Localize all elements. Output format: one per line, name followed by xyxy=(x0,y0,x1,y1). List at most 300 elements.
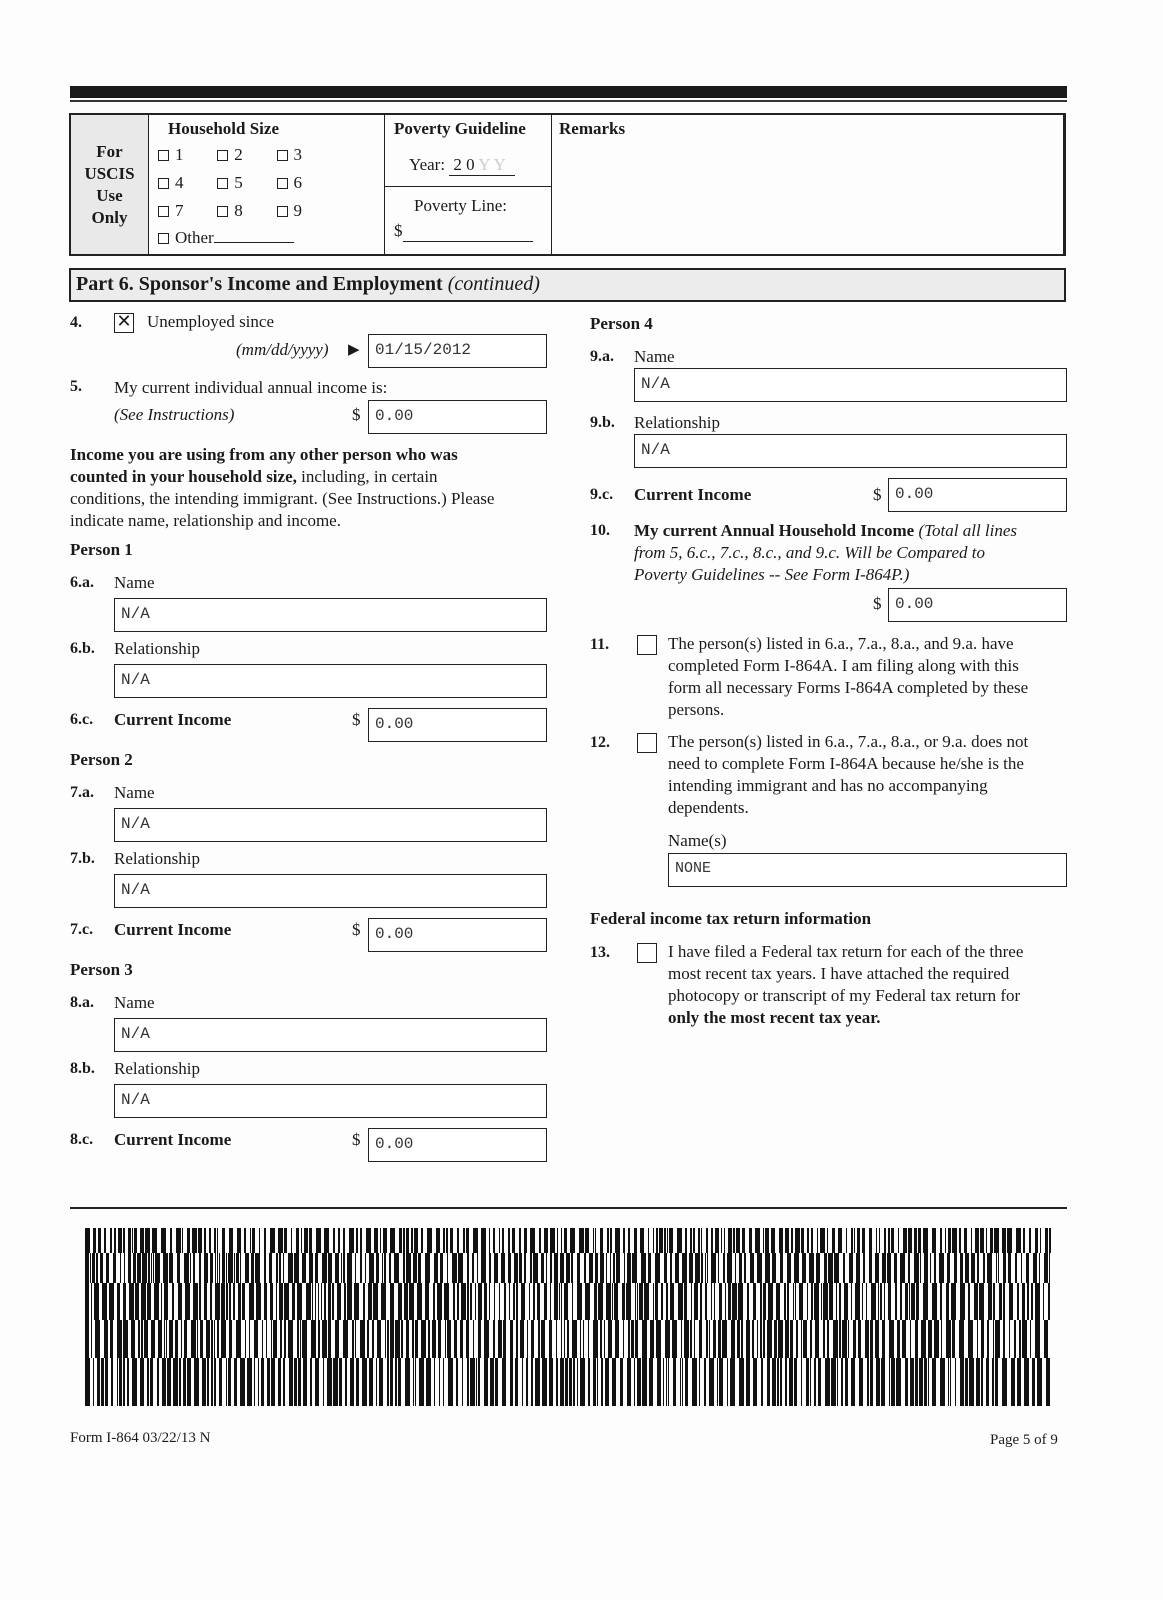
barcode-bar xyxy=(664,1253,667,1283)
checkbox-icon[interactable] xyxy=(158,206,169,217)
barcode-bar xyxy=(113,1253,116,1283)
barcode-bar xyxy=(698,1228,700,1253)
q12-line: intending immigrant and has no accompanying xyxy=(668,776,988,795)
barcode-bar xyxy=(481,1253,486,1283)
checkbox-icon[interactable] xyxy=(158,178,169,189)
household-row-2 xyxy=(158,173,332,193)
barcode-bar xyxy=(234,1358,237,1406)
household-option-1[interactable] xyxy=(158,145,213,165)
barcode-bar xyxy=(760,1320,762,1358)
barcode-bar xyxy=(349,1228,354,1253)
checkbox-icon[interactable] xyxy=(277,206,288,217)
barcode-bar xyxy=(328,1253,332,1283)
person-heading: Person 2 xyxy=(70,750,133,769)
person-3-income-field[interactable]: 0.00 xyxy=(368,1128,547,1162)
barcode-bar xyxy=(969,1358,974,1406)
barcode-bar xyxy=(771,1228,775,1253)
barcode-bar xyxy=(661,1283,663,1320)
barcode-bar xyxy=(360,1228,362,1253)
household-option-5[interactable] xyxy=(217,173,272,193)
barcode-bar xyxy=(891,1228,894,1253)
barcode-bar xyxy=(123,1358,125,1406)
barcode-bar xyxy=(854,1228,855,1253)
barcode-bar xyxy=(395,1320,400,1358)
barcode-bar xyxy=(951,1283,956,1320)
barcode-bar xyxy=(895,1283,897,1320)
barcode-bar xyxy=(1022,1320,1027,1358)
barcode-bar xyxy=(152,1228,157,1253)
barcode-bar xyxy=(690,1228,692,1253)
checkbox-icon[interactable] xyxy=(217,178,228,189)
barcode-bar xyxy=(539,1228,541,1253)
person-2-relationship-field[interactable]: N/A xyxy=(114,874,547,908)
barcode-bar xyxy=(622,1283,625,1320)
barcode-bar xyxy=(318,1283,319,1320)
barcode-bar xyxy=(709,1320,710,1358)
barcode-bar xyxy=(276,1253,278,1283)
barcode-bar xyxy=(681,1320,682,1358)
person-1-name-field[interactable]: N/A xyxy=(114,598,547,632)
barcode-bar xyxy=(876,1228,877,1253)
barcode-bar xyxy=(467,1358,469,1406)
barcode-bar xyxy=(219,1358,222,1406)
checkbox-icon[interactable] xyxy=(158,150,169,161)
household-income-field[interactable]: 0.00 xyxy=(888,588,1067,622)
barcode-bar xyxy=(229,1283,231,1320)
person-2-income-field[interactable]: 0.00 xyxy=(368,918,547,952)
barcode-bar xyxy=(106,1253,109,1283)
barcode-bar xyxy=(1026,1253,1029,1283)
person-4-name-field[interactable]: N/A xyxy=(634,368,1067,402)
barcode-bar xyxy=(194,1358,199,1406)
barcode-bar xyxy=(722,1320,727,1358)
q11-number: 11. xyxy=(590,636,610,653)
barcode-bar xyxy=(1027,1283,1029,1320)
barcode-bar xyxy=(499,1228,500,1253)
name-label: Name xyxy=(114,783,155,802)
person-3-name-field[interactable]: N/A xyxy=(114,1018,547,1052)
barcode-bar xyxy=(635,1283,636,1320)
barcode-bar xyxy=(960,1253,963,1283)
person-4-income-field[interactable]: 0.00 xyxy=(888,478,1067,512)
barcode-bar xyxy=(814,1283,819,1320)
barcode-bar xyxy=(383,1228,387,1253)
barcode-bar xyxy=(470,1283,472,1320)
barcode-bar xyxy=(811,1283,813,1320)
barcode-bar xyxy=(119,1358,122,1406)
checkbox-icon[interactable] xyxy=(217,150,228,161)
individual-income-field[interactable]: 0.00 xyxy=(368,400,547,434)
barcode-bar xyxy=(158,1320,162,1358)
barcode-bar xyxy=(863,1253,865,1283)
household-option-4[interactable] xyxy=(158,173,213,193)
q5-dollar: $ xyxy=(352,405,361,424)
barcode-bar xyxy=(234,1253,235,1283)
barcode-bar xyxy=(824,1253,827,1283)
barcode-bar xyxy=(140,1228,144,1253)
barcode-bar xyxy=(1017,1358,1021,1406)
barcode-bar xyxy=(778,1320,783,1358)
barcode-bar xyxy=(644,1283,649,1320)
income-number: 6.c. xyxy=(70,711,94,728)
barcode-bar xyxy=(1044,1253,1048,1283)
barcode-bar xyxy=(436,1228,440,1253)
barcode-bar xyxy=(283,1358,285,1406)
barcode-bar xyxy=(752,1320,754,1358)
barcode-bar xyxy=(327,1358,332,1406)
barcode-bar xyxy=(413,1253,417,1283)
barcode-bar xyxy=(264,1253,266,1283)
barcode-bar xyxy=(266,1320,267,1358)
person-2-section xyxy=(0,750,560,950)
barcode-bar xyxy=(977,1253,979,1283)
barcode-bar xyxy=(711,1253,716,1283)
barcode-bar xyxy=(981,1320,984,1358)
barcode-bar xyxy=(947,1253,950,1283)
barcode-bar xyxy=(905,1283,908,1320)
barcode-bar xyxy=(719,1358,723,1406)
barcode-bar xyxy=(96,1253,98,1283)
barcode-bar xyxy=(610,1228,612,1253)
barcode-bar xyxy=(162,1358,166,1406)
barcode-bar xyxy=(363,1283,365,1320)
barcode-bar xyxy=(825,1358,830,1406)
unemployed-checkbox[interactable] xyxy=(114,313,134,333)
barcode-bar xyxy=(827,1320,829,1358)
barcode-bar xyxy=(998,1253,999,1283)
barcode-bar xyxy=(725,1283,726,1320)
checkbox-icon[interactable] xyxy=(277,150,288,161)
barcode-bar xyxy=(569,1358,572,1406)
barcode-bar xyxy=(977,1320,978,1358)
barcode-bar xyxy=(463,1228,465,1253)
person-1-relationship-field[interactable]: N/A xyxy=(114,664,547,698)
barcode-bar xyxy=(390,1358,393,1406)
barcode-bar xyxy=(339,1358,342,1406)
barcode-bar xyxy=(564,1228,567,1253)
barcode-bar xyxy=(802,1253,806,1283)
barcode-bar xyxy=(999,1283,1002,1320)
page-number: Page 5 of 9 xyxy=(990,1432,1058,1448)
barcode-bar xyxy=(801,1358,802,1406)
barcode-bar xyxy=(746,1320,750,1358)
barcode-bar xyxy=(815,1320,819,1358)
barcode-bar xyxy=(711,1283,712,1320)
barcode-bar xyxy=(204,1283,207,1320)
barcode-bar xyxy=(724,1228,725,1253)
barcode-bar xyxy=(475,1283,476,1320)
barcode-bar xyxy=(924,1253,928,1283)
barcode-bar xyxy=(481,1228,486,1253)
barcode-bar xyxy=(366,1228,371,1253)
barcode-bar xyxy=(502,1228,504,1253)
barcode-bar xyxy=(735,1253,736,1283)
barcode-bar xyxy=(623,1228,625,1253)
barcode-bar xyxy=(347,1253,352,1283)
income-instructions xyxy=(70,444,550,532)
barcode-bar xyxy=(151,1253,152,1283)
barcode-bar xyxy=(903,1228,907,1253)
barcode-bar xyxy=(960,1358,964,1406)
person-2-name-field[interactable]: N/A xyxy=(114,808,547,842)
barcode-bar xyxy=(350,1358,354,1406)
barcode-bar xyxy=(1046,1358,1050,1406)
barcode-bar xyxy=(923,1283,928,1320)
household-option-3[interactable] xyxy=(277,145,332,165)
person-4-relationship-field[interactable]: N/A xyxy=(634,434,1067,468)
barcode-bar xyxy=(900,1253,905,1283)
barcode-bar xyxy=(398,1283,402,1320)
q9b-label: Relationship xyxy=(634,413,720,432)
household-option-2[interactable] xyxy=(217,145,272,165)
barcode-bar xyxy=(356,1228,358,1253)
barcode-bar xyxy=(215,1253,216,1283)
barcode-bar xyxy=(588,1320,589,1358)
q13-number: 13. xyxy=(590,944,610,961)
barcode-bar xyxy=(457,1283,459,1320)
barcode-bar xyxy=(959,1320,964,1358)
barcode-bar xyxy=(1009,1320,1010,1358)
barcode-bar xyxy=(389,1253,391,1283)
q11-text xyxy=(668,633,1078,721)
household-option-other[interactable] xyxy=(158,228,294,248)
barcode-bar xyxy=(245,1253,249,1283)
q12-line: The person(s) listed in 6.a., 7.a., 8.a., or 9.a. does not xyxy=(668,732,1029,751)
barcode-bar xyxy=(105,1358,108,1406)
barcode-bar xyxy=(252,1228,255,1253)
barcode-bar xyxy=(489,1228,490,1253)
barcode-bar xyxy=(95,1320,100,1358)
barcode-bar xyxy=(542,1358,547,1406)
poverty-line-field[interactable] xyxy=(403,221,533,242)
barcode-bar xyxy=(377,1320,381,1358)
barcode-bar xyxy=(217,1253,218,1283)
barcode-bar xyxy=(1008,1253,1011,1283)
barcode-bar xyxy=(187,1228,190,1253)
barcode-bar xyxy=(1003,1283,1005,1320)
household-option-label: 9 xyxy=(293,201,302,220)
barcode-bar xyxy=(217,1228,218,1253)
barcode-bar xyxy=(129,1283,134,1320)
barcode-bar xyxy=(142,1253,147,1283)
barcode-bar xyxy=(761,1358,763,1406)
barcode-bar xyxy=(891,1358,895,1406)
barcode-bar xyxy=(727,1253,732,1283)
q13-checkbox[interactable] xyxy=(637,943,657,963)
barcode-bar xyxy=(915,1320,918,1358)
barcode-image xyxy=(85,1228,1051,1406)
barcode-bar xyxy=(316,1228,321,1253)
barcode-bar xyxy=(699,1320,702,1358)
barcode-bar xyxy=(627,1358,631,1406)
barcode-bar xyxy=(820,1228,825,1253)
barcode-bar xyxy=(763,1283,766,1320)
year-field[interactable] xyxy=(449,155,515,176)
barcode-bar xyxy=(337,1283,341,1320)
barcode-bar xyxy=(98,1228,101,1253)
year-row xyxy=(409,155,515,176)
barcode-bar xyxy=(362,1358,367,1406)
barcode-bar xyxy=(434,1358,435,1406)
barcode-bar xyxy=(859,1358,863,1406)
current-income-label: Current Income xyxy=(114,1130,232,1149)
barcode-bar xyxy=(772,1253,776,1283)
barcode-bar xyxy=(365,1253,366,1283)
barcode-bar xyxy=(157,1358,159,1406)
barcode-bar xyxy=(296,1228,299,1253)
remarks-section[interactable] xyxy=(551,115,1064,254)
barcode-bar xyxy=(919,1358,923,1406)
q11-checkbox[interactable] xyxy=(637,635,657,655)
household-option-7[interactable] xyxy=(158,201,213,221)
barcode-bar xyxy=(425,1253,430,1283)
checkbox-icon[interactable] xyxy=(277,178,288,189)
barcode-bar xyxy=(737,1320,740,1358)
barcode-bar xyxy=(741,1320,743,1358)
part-6-header xyxy=(69,268,1066,302)
barcode-bar xyxy=(672,1320,677,1358)
barcode-bar xyxy=(132,1228,133,1253)
person-1-income-field[interactable]: 0.00 xyxy=(368,708,547,742)
barcode-bar xyxy=(995,1320,1000,1358)
barcode-bar xyxy=(355,1253,356,1283)
barcode-bar xyxy=(245,1320,246,1358)
checkbox-icon[interactable] xyxy=(217,206,228,217)
household-option-6[interactable] xyxy=(277,173,332,193)
barcode-bar xyxy=(614,1283,618,1320)
q12-number: 12. xyxy=(590,734,610,751)
barcode-bar xyxy=(884,1283,885,1320)
q5-see-instructions: (See Instructions) xyxy=(114,405,235,424)
person-1-section xyxy=(0,540,560,740)
barcode-bar xyxy=(384,1253,386,1283)
poverty-line-row xyxy=(394,221,533,242)
barcode-bar xyxy=(838,1228,842,1253)
q9a-number: 9.a. xyxy=(590,348,614,365)
names-field[interactable]: NONE xyxy=(668,853,1067,887)
barcode-bar xyxy=(791,1228,793,1253)
barcode-bar xyxy=(875,1320,879,1358)
barcode-bar xyxy=(494,1283,495,1320)
barcode-bar xyxy=(443,1358,444,1406)
barcode-bar xyxy=(309,1253,313,1283)
barcode-bar xyxy=(680,1358,681,1406)
barcode-bar xyxy=(530,1228,535,1253)
barcode-bar xyxy=(521,1283,525,1320)
barcode-bar xyxy=(976,1358,980,1406)
unemployed-date-field[interactable]: 01/15/2012 xyxy=(368,334,547,368)
barcode-bar xyxy=(747,1283,749,1320)
barcode-bar xyxy=(93,1228,96,1253)
checkbox-icon[interactable] xyxy=(158,233,169,244)
barcode-bar xyxy=(343,1228,345,1253)
barcode-bar xyxy=(374,1228,378,1253)
barcode-bar xyxy=(338,1228,340,1253)
barcode-bar xyxy=(450,1228,453,1253)
barcode-bar xyxy=(881,1358,885,1406)
barcode-bar xyxy=(908,1253,910,1283)
barcode-bar xyxy=(401,1320,403,1358)
barcode-bar xyxy=(810,1358,811,1406)
barcode-bar xyxy=(1009,1283,1013,1320)
barcode-bar xyxy=(512,1228,515,1253)
barcode-bar xyxy=(226,1253,227,1283)
for-uscis-use-only-label xyxy=(71,115,149,254)
barcode-bar xyxy=(952,1320,955,1358)
barcode-bar xyxy=(167,1358,171,1406)
barcode-bar xyxy=(858,1320,861,1358)
barcode-bar xyxy=(515,1358,518,1406)
q9a-label: Name xyxy=(634,347,675,366)
barcode-bar xyxy=(608,1320,612,1358)
household-option-9[interactable] xyxy=(277,201,332,221)
barcode-bar xyxy=(254,1320,258,1358)
other-line[interactable] xyxy=(214,242,294,243)
barcode-bar xyxy=(323,1358,324,1406)
barcode-bar xyxy=(199,1283,201,1320)
barcode-bar xyxy=(91,1283,92,1320)
barcode-bar xyxy=(968,1320,973,1358)
barcode-bar xyxy=(169,1253,173,1283)
q12-text xyxy=(668,731,1078,819)
barcode-bar xyxy=(297,1283,302,1320)
barcode-bar xyxy=(785,1228,789,1253)
person-3-relationship-field[interactable]: N/A xyxy=(114,1084,547,1118)
barcode-bar xyxy=(367,1320,369,1358)
barcode-bar xyxy=(678,1283,683,1320)
barcode-bar xyxy=(493,1320,495,1358)
barcode-bar xyxy=(910,1320,911,1358)
barcode-bar xyxy=(333,1228,335,1253)
barcode-bar xyxy=(522,1358,523,1406)
barcode-bar xyxy=(104,1228,106,1253)
barcode-bar xyxy=(714,1283,715,1320)
q10-dollar: $ xyxy=(873,594,882,613)
barcode-bar xyxy=(823,1283,828,1320)
barcode-bar xyxy=(794,1358,797,1406)
barcode-bar xyxy=(767,1358,770,1406)
barcode-bar xyxy=(920,1253,921,1283)
barcode-bar xyxy=(717,1358,718,1406)
barcode-bar xyxy=(549,1358,553,1406)
barcode-bar xyxy=(841,1358,843,1406)
barcode-bar xyxy=(279,1253,281,1283)
barcode-bar xyxy=(787,1253,791,1283)
barcode-bar xyxy=(924,1358,927,1406)
barcode-bar xyxy=(1022,1283,1025,1320)
barcode-bar xyxy=(446,1228,448,1253)
barcode-bar xyxy=(940,1228,942,1253)
barcode-bar xyxy=(236,1253,239,1283)
q12-line: dependents. xyxy=(668,798,749,817)
barcode-bar xyxy=(1003,1320,1005,1358)
barcode-bar xyxy=(185,1283,190,1320)
barcode-bar xyxy=(971,1228,972,1253)
barcode-bar xyxy=(228,1358,231,1406)
barcode-bar xyxy=(653,1283,654,1320)
barcode-bar xyxy=(731,1320,735,1358)
barcode-bar xyxy=(709,1358,714,1406)
dollar-sign: $ xyxy=(352,920,361,939)
top-rule-thin xyxy=(70,100,1067,102)
q12-checkbox[interactable] xyxy=(637,733,657,753)
barcode-bar xyxy=(869,1228,872,1253)
barcode-bar xyxy=(478,1320,481,1358)
barcode-bar xyxy=(354,1283,359,1320)
household-option-8[interactable] xyxy=(217,201,272,221)
barcode-bar xyxy=(537,1283,540,1320)
barcode-bar xyxy=(328,1320,331,1358)
